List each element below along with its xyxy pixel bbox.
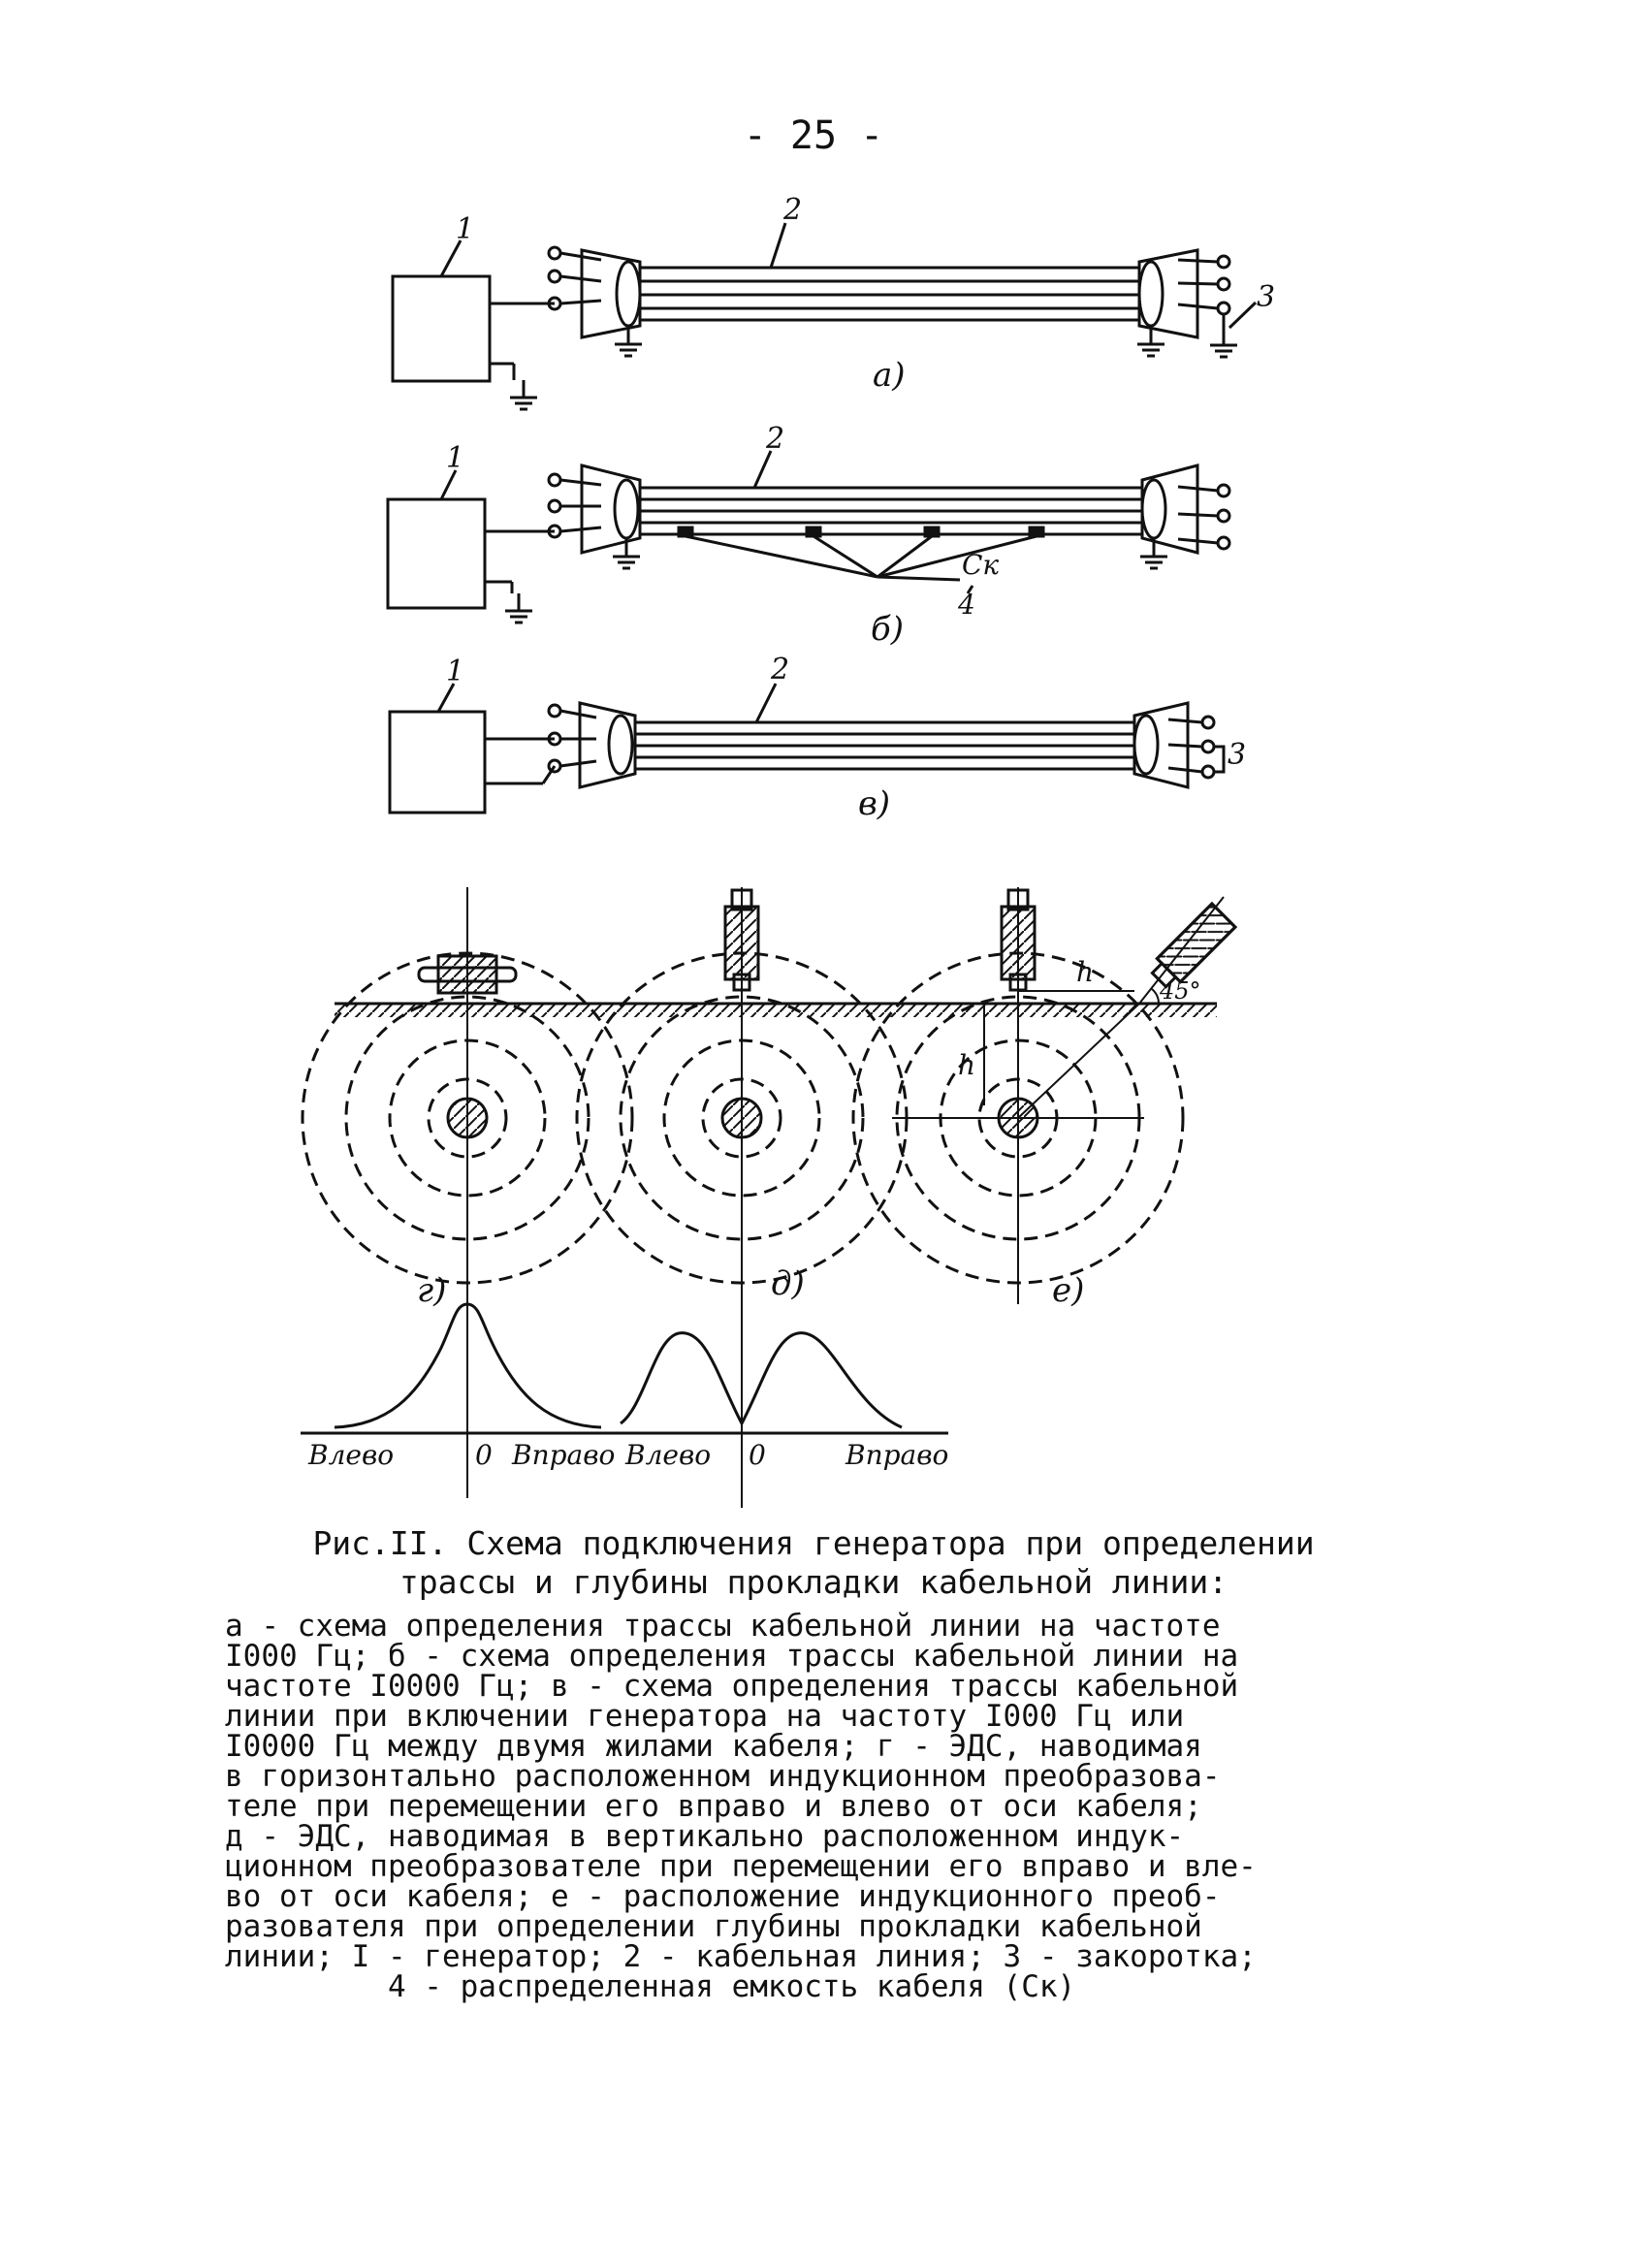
distance-label: h [1076,956,1095,988]
cable-v [635,722,1134,769]
emf-curves [301,1304,948,1433]
caption-body-line: частоте I0000 Гц; в - схема определения трассы кабельной [225,1669,1239,1704]
diagram-label-d: д) [771,1264,805,1303]
generator-number-v: 1 [446,655,465,688]
caption-body-line: линии при включении генератора на частоту I000 Гц или [225,1699,1185,1734]
figure-caption-title [0,1524,1627,1602]
curve-d-right-label: Вправо [845,1439,949,1471]
diagram-v [390,684,1224,813]
diagram-label-g: г) [417,1271,447,1310]
cable-a [640,268,1139,320]
diagram-a [393,223,1256,409]
caption-body-line: разователя при определении глубины прокладки кабельной [225,1909,1202,1944]
figure-caption-body [225,1609,1257,2004]
generator-box-a [393,276,490,381]
caption-body-line: во от оси кабеля; е - расположение индукционного преоб- [225,1879,1221,1914]
caption-body-line: 4 - распределенная емкость кабеля (Cк) [225,1969,1076,2004]
diagram-label-a: а) [873,356,906,395]
caption-body-line: а - схема определения трассы кабельной линии на частоте [225,1609,1221,1644]
field-diagram-e [853,887,1235,1304]
caption-body-line: линии; I - генератор; 2 - кабельная линия; 3 - закоротка; [225,1939,1257,1974]
generator-number-a: 1 [456,212,475,246]
caption-body-line: в горизонтально расположенном индукционном преобразова- [225,1759,1221,1794]
caption-body-line: ционном преобразователе при перемещении его вправо и вле- [225,1849,1257,1884]
cable-cross-section-d [722,1099,761,1137]
caption-body-line: теле при перемещении его вправо и влево от оси кабеля; [225,1789,1202,1824]
field-diagram-g [303,887,632,1498]
curve-d [621,1333,902,1427]
caption-body-line: I0000 Гц между двумя жилами кабеля; г - ЭДС, наводимая [225,1729,1202,1764]
caption-title-line: трассы и глубины прокладки кабельной линии: [399,1563,1228,1601]
generator-number-b: 1 [446,441,465,475]
cable-number-b: 2 [766,422,785,456]
caption-body-line: I000 Гц; б - схема определения трассы кабельной линии на [225,1639,1239,1674]
diagram-label-v: в) [858,784,891,823]
short-number-v: 3 [1228,738,1247,772]
capacitance-label: Cк [962,549,1000,581]
diagram-label-e: е) [1052,1271,1085,1310]
page-number: - 25 - [743,113,884,158]
generator-box-v [390,712,485,813]
angle-label: 45° [1160,977,1201,1005]
curve-g-right-label: Вправо [512,1439,616,1471]
cable-number-v: 2 [771,653,790,687]
short-number-a: 3 [1257,280,1276,314]
capacitance-number: 4 [958,589,975,621]
cable-cross-section-g [448,1099,487,1137]
curve-d-left-label: Влево [625,1439,712,1471]
curve-g-left-label: Влево [308,1439,395,1471]
horizontal-sensor [419,956,516,993]
cable-number-a: 2 [783,193,803,227]
diagram-label-b: б) [871,610,905,649]
caption-title-line: Рис.II. Схема подключения генератора при определении [312,1524,1315,1562]
curve-g-zero-label: 0 [475,1439,493,1471]
generator-box-b [388,499,485,608]
diagram-b [388,451,1229,623]
field-diagram-d [577,887,907,1508]
cable-b [640,488,1142,534]
curve-d-zero-label: 0 [749,1439,766,1471]
cable-connector-left-b [582,465,640,553]
depth-label: h [958,1049,976,1081]
caption-body-line: д - ЭДС, наводимая в вертикально расположенном индук- [225,1819,1185,1854]
